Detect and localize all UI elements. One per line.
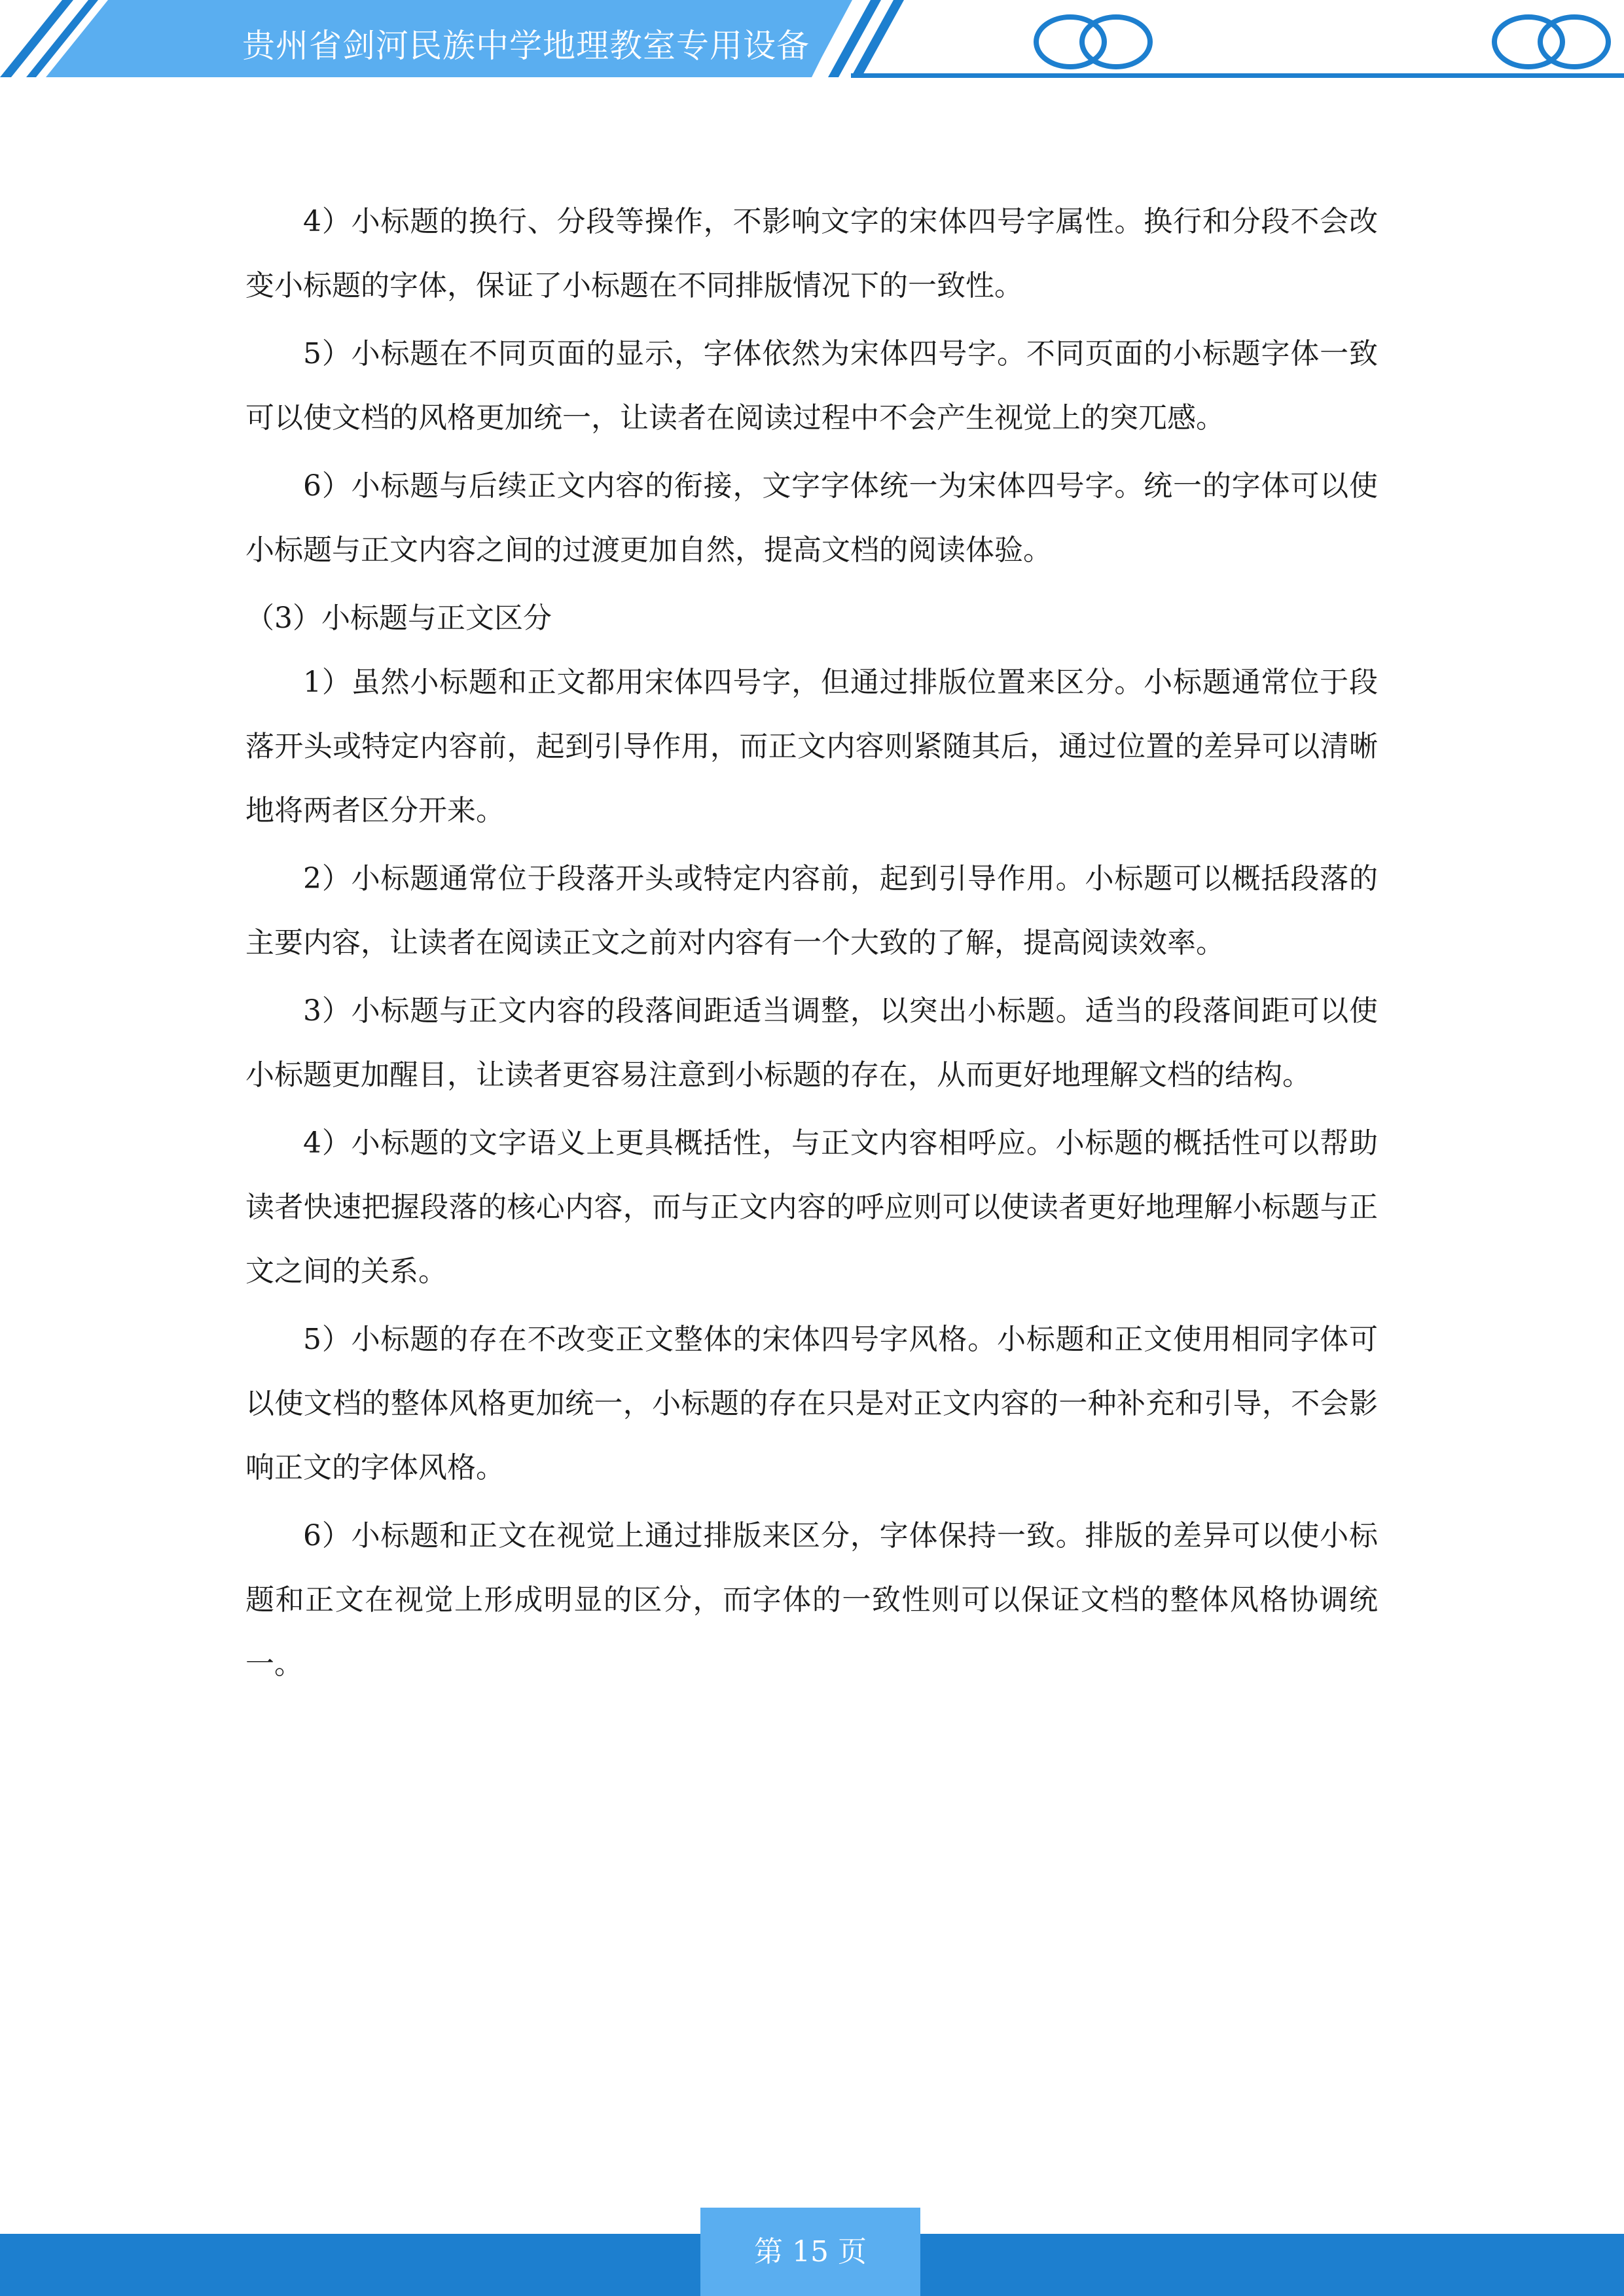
paragraph-4: 4）小标题的换行、分段等操作，不影响文字的宋体四号字属性。换行和分段不会改变小标题的字体，保证了小标题在不同排版情况下的一致性。 <box>245 205 1378 302</box>
section-paragraph-1: 1）虽然小标题和正文都用宋体四号字，但通过排版位置来区分。小标题通常位于段落开头或特定内容前，起到引导作用，而正文内容则紧随其后，通过位置的差异可以清晰地将两者区分开来。 <box>245 666 1378 827</box>
section-heading: （3）小标题与正文区分 <box>245 601 552 635</box>
section-paragraph-6: 6）小标题和正文在视觉上通过排版来区分，字体保持一致。排版的差异可以使小标题和正文在视觉上形成明显的区分，而字体的一致性则可以保证文档的整体风格协调统一。 <box>245 1519 1378 1681</box>
ring-logo-right <box>1494 17 1608 67</box>
section-paragraph-4: 4）小标题的文字语义上更具概括性，与正文内容相呼应。小标题的概括性可以帮助读者快速把握段落的核心内容，而与正文内容的呼应则可以使读者更好地理解小标题与正文之间的关系。 <box>245 1126 1378 1288</box>
page-prefix: 第 <box>754 2235 783 2269</box>
paragraph-5: 5）小标题在不同页面的显示，字体依然为宋体四号字。不同页面的小标题字体一致可以使文档的风格更加统一，让读者在阅读过程中不会产生视觉上的突兀感。 <box>245 337 1378 435</box>
page-header <box>0 0 1624 85</box>
document-body <box>245 190 1378 1700</box>
page-number: 15 <box>792 2235 829 2269</box>
page-number-tab <box>700 2208 920 2296</box>
paragraph-6: 6）小标题与后续正文内容的衔接，文字字体统一为宋体四号字。统一的字体可以使小标题与正文内容之间的过渡更加自然，提高文档的阅读体验。 <box>245 469 1378 567</box>
header-title: 贵州省剑河民族中学地理教室专用设备 <box>242 27 810 65</box>
section-paragraph-2: 2）小标题通常位于段落开头或特定内容前，起到引导作用。小标题可以概括段落的主要内容，让读者在阅读正文之前对内容有一个大致的了解，提高阅读效率。 <box>245 862 1378 960</box>
page-suffix: 页 <box>838 2235 867 2269</box>
section-paragraph-3: 3）小标题与正文内容的段落间距适当调整，以突出小标题。适当的段落间距可以使小标题更加醒目，让读者更容易注意到小标题的存在，从而更好地理解文档的结构。 <box>245 994 1378 1092</box>
header-baseline <box>851 73 1624 78</box>
section-paragraph-5: 5）小标题的存在不改变正文整体的宋体四号字风格。小标题和正文使用相同字体可以使文档的整体风格更加统一，小标题的存在只是对正文内容的一种补充和引导，不会影响正文的字体风格。 <box>245 1323 1378 1484</box>
ring-logo-left <box>1036 17 1150 67</box>
